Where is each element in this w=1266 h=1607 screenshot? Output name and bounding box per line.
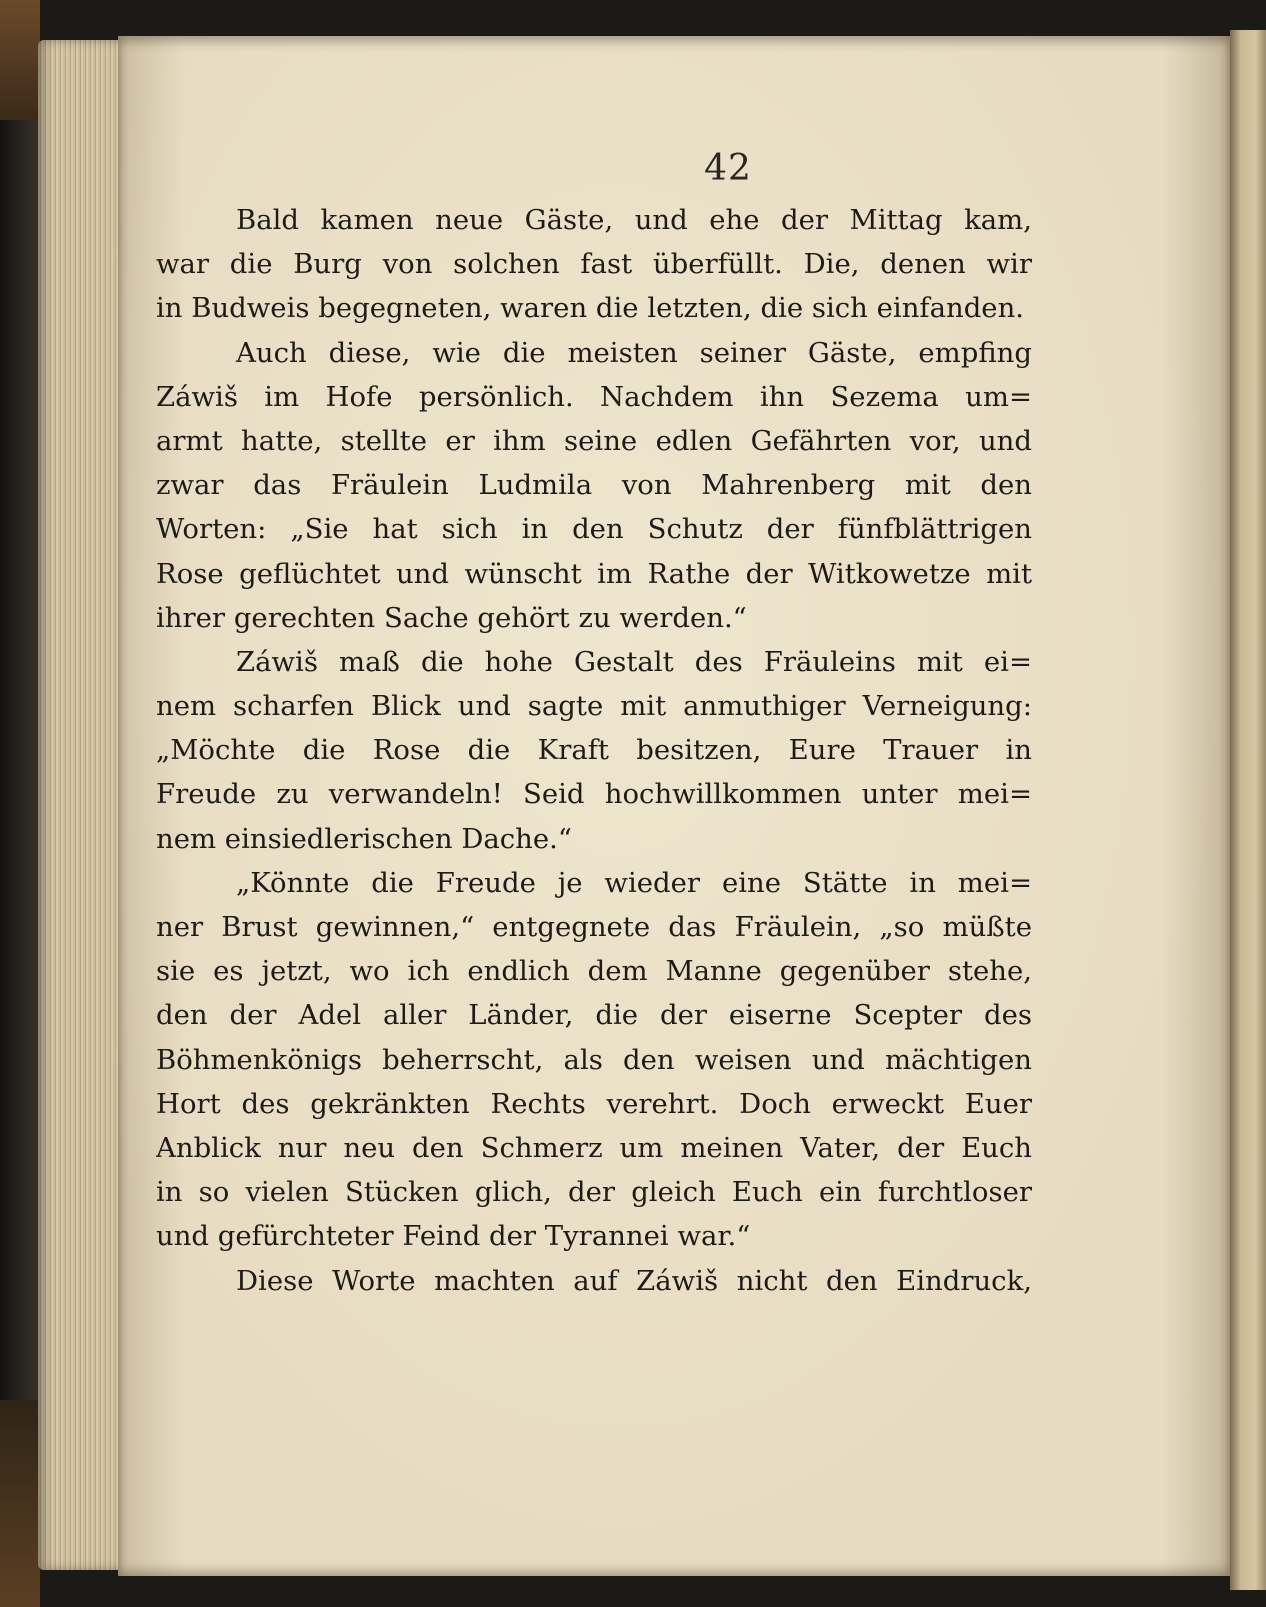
text-line: armt hatte, stellte er ihm seine edlen Gefährten vor, und bbox=[156, 424, 1032, 457]
page-edge-stack bbox=[38, 40, 128, 1570]
text-line: und gefürchteter Feind der Tyrannei war.“ bbox=[156, 1220, 751, 1253]
body-text bbox=[156, 198, 1032, 1303]
facing-page-strip bbox=[1230, 30, 1266, 1590]
text-line: Rose geflüchtet und wünscht im Rathe der Witkowetze mit bbox=[156, 557, 1032, 590]
text-line: Böhmenkönigs beherrscht, als den weisen und mächtigen bbox=[156, 1043, 1032, 1076]
text-line: sie es jetzt, wo ich endlich dem Manne gegenüber stehe, bbox=[156, 955, 1032, 988]
page-number: 42 bbox=[704, 148, 752, 189]
book-cover-left bbox=[0, 0, 40, 1607]
text-line: ihrer gerechten Sache gehört zu werden.“ bbox=[156, 601, 747, 634]
leather-corner-top bbox=[0, 0, 40, 120]
text-line: nem scharfen Blick und sagte mit anmuthiger Verneigung: bbox=[156, 690, 1032, 723]
text-line: Záwiš maß die hohe Gestalt des Fräuleins mit ei= bbox=[236, 645, 1032, 678]
text-line: Záwiš im Hofe persönlich. Nachdem ihn Sezema um= bbox=[156, 380, 1032, 413]
text-line: in so vielen Stücken glich, der gleich Euch ein furchtloser bbox=[156, 1176, 1032, 1209]
text-line: Anblick nur neu den Schmerz um meinen Vater, der Euch bbox=[156, 1131, 1032, 1164]
text-line: „Könnte die Freude je wieder eine Stätte in mei= bbox=[236, 866, 1032, 899]
text-line: nem einsiedlerischen Dache.“ bbox=[156, 822, 572, 855]
text-line: „Möchte die Rose die Kraft besitzen, Eure Trauer in bbox=[156, 734, 1032, 767]
text-line: war die Burg von solchen fast überfüllt. Die, denen wir bbox=[156, 248, 1032, 281]
text-line: in Budweis begegneten, waren die letzten, die sich einfanden. bbox=[156, 292, 1025, 325]
text-line: Worten: „Sie hat sich in den Schutz der fünfblättrigen bbox=[156, 513, 1032, 546]
text-line: Bald kamen neue Gäste, und ehe der Mittag kam, bbox=[236, 204, 1032, 236]
text-line: Diese Worte machten auf Záwiš nicht den Eindruck, bbox=[236, 1264, 1032, 1297]
text-line: Freude zu verwandeln! Seid hochwillkommen unter mei= bbox=[156, 778, 1032, 811]
text-line: Hort des gekränkten Rechts verehrt. Doch erweckt Euer bbox=[156, 1087, 1032, 1120]
text-line: zwar das Fräulein Ludmila von Mahrenberg mit den bbox=[156, 469, 1032, 502]
text-line: ner Brust gewinnen,“ entgegnete das Fräulein, „so müßte bbox=[156, 911, 1032, 943]
text-line: Auch diese, wie die meisten seiner Gäste, empfing bbox=[236, 336, 1032, 369]
text-line: den der Adel aller Länder, die der eiserne Scepter des bbox=[156, 999, 1032, 1032]
leather-corner-bottom bbox=[0, 1400, 40, 1607]
